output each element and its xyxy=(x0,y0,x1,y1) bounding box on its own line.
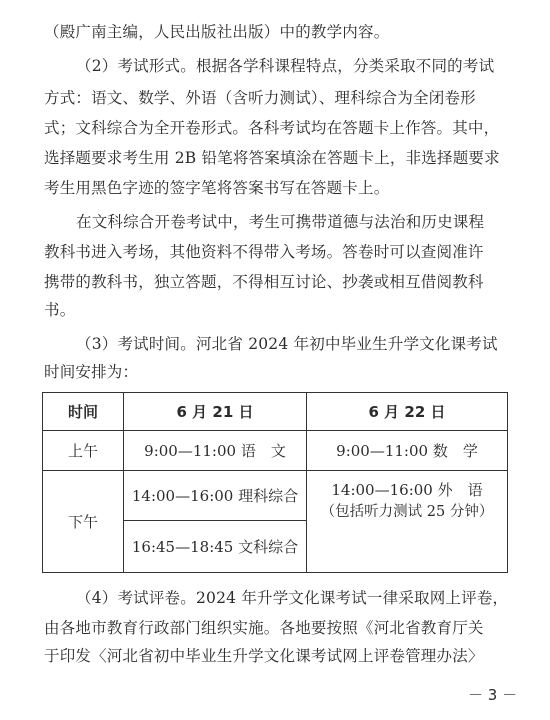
paragraph-line: （殿广南主编，人民出版社出版）中的教学内容。 xyxy=(44,23,390,41)
paragraph-line: 式；文科综合为全开卷形式。各科考试均在答题卡上作答。其中， xyxy=(44,119,500,137)
header-time: 时间 xyxy=(43,393,124,431)
paragraph-line: 选择题要求考生用 2B 铅笔将答案填涂在答题卡上，非选择题要求 xyxy=(44,149,500,167)
paragraph-line: 考生用黑色字迹的签字笔将答案书写在答题卡上。 xyxy=(44,179,390,197)
header-day1: 6 月 21 日 xyxy=(124,393,307,431)
morning-day1: 9:00—11:00 语 文 xyxy=(124,431,307,471)
period-morning: 上午 xyxy=(43,431,124,471)
paragraph-line: 在文科综合开卷考试中，考生可携带道德与法治和历史课程 xyxy=(76,213,485,231)
paragraph-line: 时间安排为： xyxy=(44,363,139,381)
paragraph-line: （3）考试时间。河北省 2024 年初中毕业生升学文化课考试 xyxy=(76,335,498,353)
paragraph-line: （4）考试评卷。2024 年升学文化课考试一律采取网上评卷， xyxy=(76,589,509,607)
table-row-afternoon xyxy=(43,471,508,521)
table-row-morning xyxy=(43,431,508,471)
afternoon-day2-sub: （包括听力测试 25 分钟） xyxy=(320,504,494,520)
afternoon-day2 xyxy=(307,471,508,573)
paragraph-line: 书。 xyxy=(44,301,76,319)
exam-schedule-table xyxy=(42,392,508,573)
header-day2: 6 月 22 日 xyxy=(307,393,508,431)
paragraph-line: 由各地市教育行政部门组织实施。各地要按照《河北省教育厅关 xyxy=(44,619,484,637)
paragraph-line: 于印发〈河北省初中毕业生升学文化课考试网上评卷管理办法〉 xyxy=(44,647,484,665)
morning-day2: 9:00—11:00 数 学 xyxy=(307,431,508,471)
table-header-row xyxy=(43,393,508,431)
afternoon-day1-b: 16:45—18:45 文科综合 xyxy=(124,521,307,573)
paragraph-line: 携带的教科书，独立答题，不得相互讨论、抄袭或相互借阅教科 xyxy=(44,273,484,291)
paragraph-line: （2）考试形式。根据各学科课程特点，分类采取不同的考试 xyxy=(76,57,495,75)
afternoon-day2-main: 14:00—16:00 外 语 xyxy=(331,481,483,499)
page-number: － 3 － xyxy=(468,686,518,704)
period-afternoon: 下午 xyxy=(43,471,124,573)
afternoon-day1-a: 14:00—16:00 理科综合 xyxy=(124,471,307,521)
paragraph-line: 教科书进入考场，其他资料不得带入考场。答卷时可以查阅准许 xyxy=(44,243,484,261)
paragraph-line: 方式：语文、数学、外语（含听力测试）、理科综合为全闭卷形 xyxy=(44,89,476,107)
